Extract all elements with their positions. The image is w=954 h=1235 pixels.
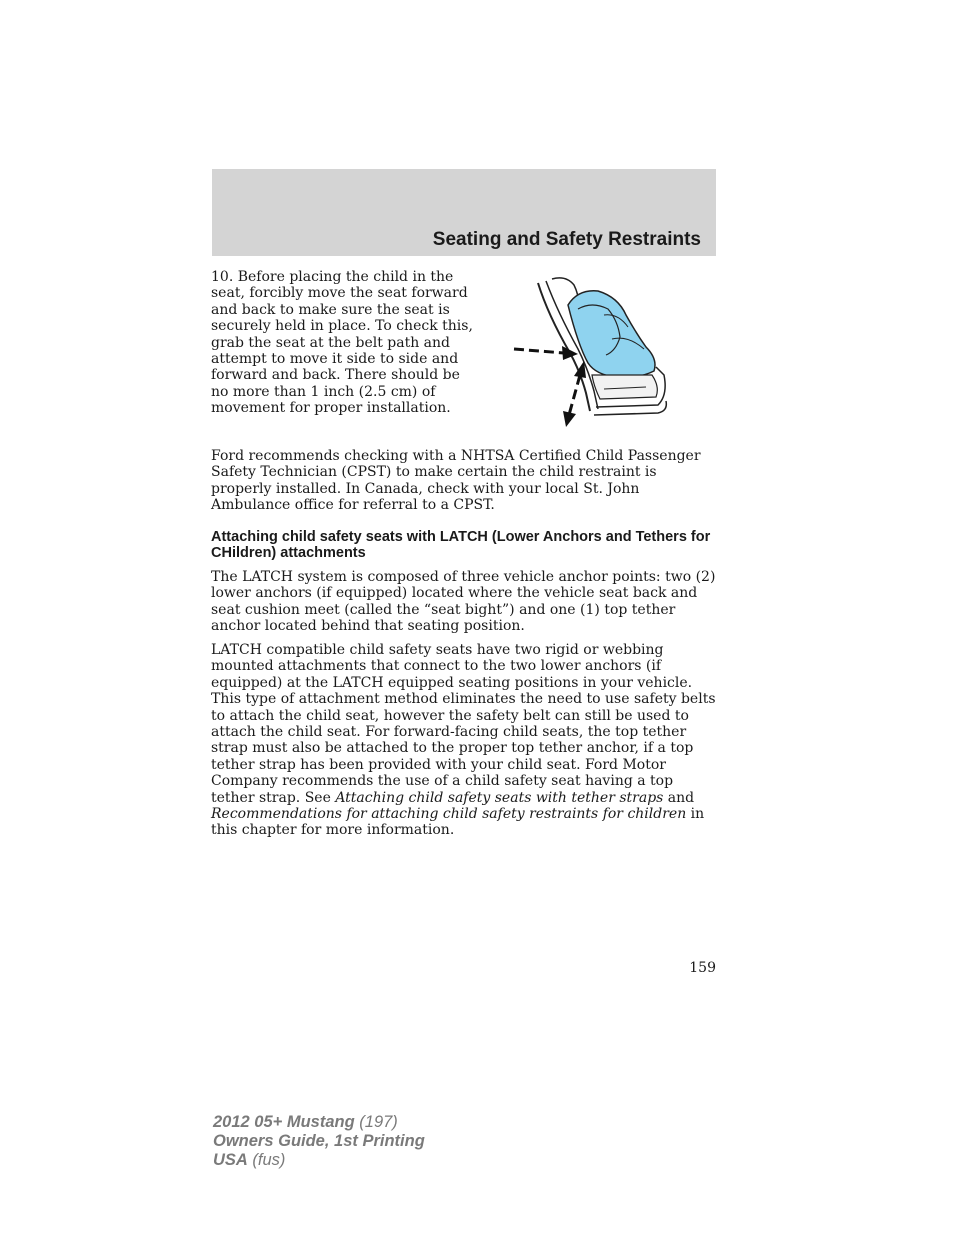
- footer-region-code: (fus): [247, 1151, 286, 1169]
- footer-model: 2012 05+ Mustang: [213, 1113, 355, 1131]
- section-title: Seating and Safety Restraints: [432, 229, 701, 250]
- latch-heading: Attaching child safety seats with LATCH (Lower Anchors and Tethers for CHildren) attachments: [211, 529, 711, 562]
- footer-region: USA: [213, 1151, 248, 1169]
- latch-compatible-text: LATCH compatible child safety seats have two rigid or webbing mounted attachments that connect to the two lower anchors (if equipped) at the LATCH equipped seating positions in your vehicle. This type of attachment method eliminates the need to use safety belts to attach the child seat, however the safety belt can still be used to attach the child seat. For forward-facing child seats, the top tether strap must also be attached to the proper top tether anchor, if a top tether strap has been provided with your child seat. Ford Motor Company recommends the use of a child safety seat having a top tether strap. See: [211, 642, 716, 806]
- footer-guide: Owners Guide, 1st Printing: [213, 1132, 425, 1150]
- page-number: 159: [689, 960, 716, 976]
- conjunction-text: and: [663, 789, 695, 806]
- latch-system-paragraph: The LATCH system is composed of three vehicle anchor points: two (2) lower anchors (if equipped) located where the vehicle seat back and seat cushion meet (called the “seat bight”) and one (1) top tether anchor located behind that seating position.: [211, 569, 716, 635]
- footer-line-region: [213, 1151, 425, 1170]
- footer: [213, 1113, 425, 1170]
- recommendations-reference: Recommendations for attaching child safety restraints for children: [211, 806, 687, 823]
- latch-compatible-ending: in this chapter for more information.: [211, 806, 705, 839]
- footer-model-code: (197): [354, 1113, 398, 1131]
- tether-straps-reference: Attaching child safety seats with tether straps: [335, 789, 664, 806]
- child-seat-illustration: [508, 275, 673, 430]
- step-10-text: 10. Before placing the child in the seat, forcibly move the seat forward and back to make sure the seat is securely held in place. To check this, grab the seat at the belt path and attempt to move it side to side and forward and back. There should be no more than 1 inch (2.5 cm) of movement for proper installation.: [211, 269, 473, 417]
- latch-compatible-paragraph: [211, 642, 717, 839]
- footer-line-guide: [213, 1132, 425, 1151]
- cpst-paragraph: Ford recommends checking with a NHTSA Certified Child Passenger Safety Technician (CPST) to make certain the child restraint is properly installed. In Canada, check with your local St. John Ambulance office for referral to a CPST.: [211, 448, 701, 514]
- footer-line-model: [213, 1113, 425, 1132]
- section-header: [212, 169, 716, 256]
